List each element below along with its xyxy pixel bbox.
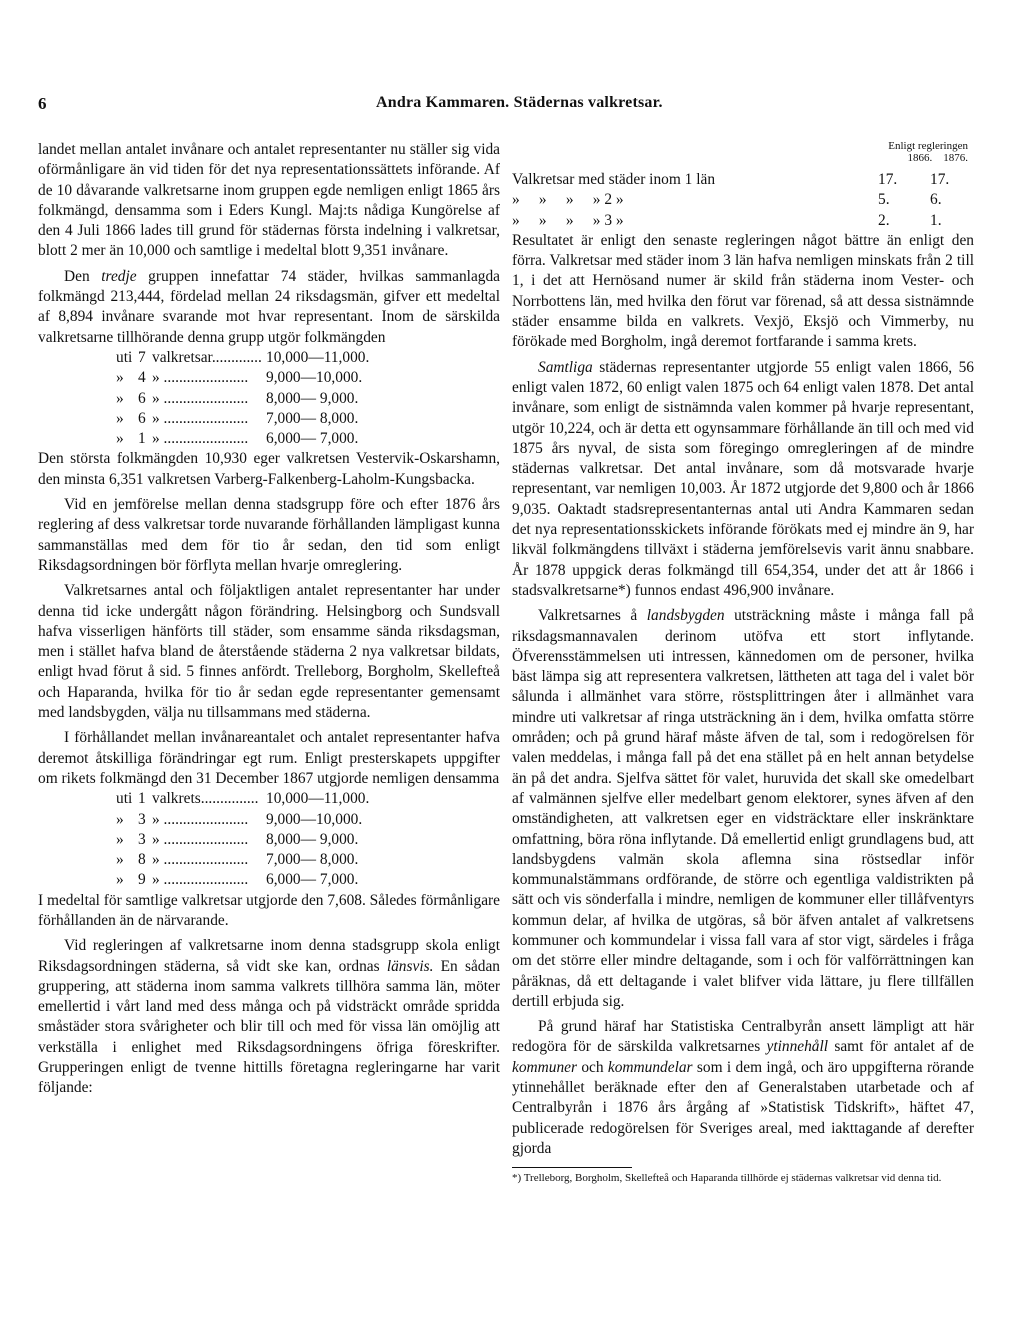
- footnote-rule: [512, 1167, 632, 1168]
- population-table-1867: [116, 789, 369, 890]
- table-row: » 3 » ...................... 8,000— 9,000.: [116, 830, 359, 848]
- comparison-header-years: 1866. 1876.: [907, 152, 968, 164]
- table-row: uti 7 valkretsar............. 10,000—11,000.: [116, 348, 370, 366]
- paragraph: landet mellan antalet invånare och antalet representanter nu ställer sig vida oförmånligare än vid tiden för det nya representationssättets införande. Af de 10 dåvarande valkretsarne inom gruppen egde nemligen enligt 1865 års folkmängd, densamma som i Eders Kungl. Maj:ts nådiga Kungörelse af den 4 Juli 1866 lades till grund för städernas första indelning i valkretsar, blott 2 mer än 10,000 och samtlige i medeltal blott 9,351 invånare.: [38, 141, 500, 260]
- paragraph: Vid regleringen af valkretsarne inom denna stadsgrupp skola enligt Riksdagsordningen städerna, så vidt ske kan, ordnas länsvis. En sådan gruppering, att städerna inom samma valkrets tillhöra samma län, möter emellertid i vårt land med dess många och på vidsträckt område spridda småstäder stora svårigheter och blir till och med för vissa län omöjlig att verkställa i enlighet med Riksdagsordningens öfriga föreskrifter. Grupperingen enligt de tvenne hittills företagna regleringarne har varit följande:: [38, 937, 500, 1097]
- table-row: » 1 » ...................... 6,000— 7,000.: [116, 430, 359, 448]
- table-row: » 9 » ...................... 6,000— 7,000.: [116, 871, 359, 889]
- table-row: » 6 » ...................... 7,000— 8,000.: [116, 409, 359, 427]
- paragraph: I förhållandet mellan invånareantalet och antalet representanter hafva deremot åtskilliga förändringar egt rum. Enligt presterskapets uppgifter om rikets folkmängd den 31 December 1867 utgjorde nemligen densamma: [38, 729, 500, 787]
- table-row: uti 1 valkrets............... 10,000—11,000.: [116, 790, 370, 808]
- comparison-header-title: Enligt regleringen: [888, 140, 968, 152]
- running-title: Andra Kammaren. Städernas valkretsar.: [376, 94, 663, 111]
- comparison-table: [512, 170, 974, 231]
- page-header: [38, 94, 978, 118]
- paragraph: I medeltal för samtlige valkretsar utgjorde den 7,608. Således förmånligare förhållanden än de närvarande.: [38, 891, 500, 929]
- page-number: 6: [38, 94, 47, 113]
- table-row: Valkretsar med städer inom 1 län 17. 17.: [512, 171, 950, 188]
- paragraph: Den tredje gruppen innefattar 74 städer, hvilkas sammanlagda folkmängd 213,444, fördelad mellan 24 riksdagsmän, gifver ett medeltal af 8,894 invånare svarande mot hvar representant. Inom de särskilda valkretsarne tillhörande denna grupp utgör folkmängden: [38, 267, 500, 346]
- paragraph: Vid en jemförelse mellan denna stadsgrupp före och efter 1876 års reglering af dess valkretsar torde nuvarande förhållanden lämpligast kunna sammanställas med dem för tio år sedan, den tid som enligt Riksdagsordningen bör förflyta mellan hvarje omreglering.: [38, 496, 500, 574]
- paragraph: Resultatet är enligt den senaste regleringen något bättre än enligt den förra. Valkretsar med städer inom 3 län hafva nemligen minskats från 2 till 1, i det att Hernösand numer är skild från städerna inom Vester- och Norrbottens län, med hvilka den förut var förenad, så att dessa sistnämnde städer ensamme bilda en valkrets. Vexjö, Eksjö och Vimmerby, nu förökade med Borgholm, ingå deremot fortfarande i samma krets.: [512, 231, 974, 351]
- paragraph: På grund häraf har Statistiska Centralbyrån ansett lämpligt att här redogöra för de särskilda valkretsarnes ytinnehåll samt för antalet af de kommuner och kommundelar som i dem ingå, och äro uppgifterna rörande ytinnehållet beräknade efter den af Generalstaben utarbetade och af Centralbyrån i 1876 års årgång af »Statistisk Tidskrift», häftet 47, publicerade redogörelsen för Sveriges areal, med iakttagande af derefter gjorda: [512, 1018, 974, 1157]
- paragraph: Den största folkmängden 10,930 eger valkretsen Vestervik-Oskarshamn, den minsta 6,351 valkretsen Varberg-Falkenberg-Laholm-Kungsbacka.: [38, 450, 500, 488]
- paragraph: Samtliga städernas representanter utgjorde 55 enligt valen 1866, 56 enligt valen 1872, 60 enligt valen 1875 och 64 enligt valen 1878. Det antal invånare, som enligt de sistnämnda valen kommer på hvarje representant, utgör 10,224, och är detta ett ogynsammare förhållande än till och med vid 1875 års nyval, de sista som föregingo omregleringen af de mindre städernas valkretsar. Det antal invånare, som då motsvarade hvarje representant, var nemligen 10,003. År 1872 utgjorde det 9,800 och år 1866 9,035. Oaktadt stadsrepresentanternas antal uti Andra Kammaren sedan det nya representationsskickets införande förökats med ej mindre än 9, har likväl folkmängdens tillväxt i städerna jemförelsevis varit ännu snabbare. År 1878 uppgick deras folkmängd till 654,354, under det att år 1866 i stadsvalkretsarne*) funnos endast 496,900 invånare.: [512, 358, 974, 599]
- table-row: » » » » 3 » 2. 1.: [512, 211, 942, 229]
- left-column: [38, 140, 500, 1099]
- table-row: » » » » 2 » 5. 6.: [512, 191, 942, 209]
- table-row: » 3 » ...................... 9,000—10,000.: [116, 810, 363, 828]
- table-row: » 4 » ...................... 9,000—10,000.: [116, 369, 363, 387]
- paragraph: Valkretsarnes å landsbygden utsträckning måste i många fall på riksdagsmannavalen derinom utöfva ett stort inflytande. Öfverensstämmelsen uti intressen, kännedomen om de personer, hvilka bäst lämpa sig att representera valkretsen, lättheten att taga del i valet bör sålunda i allmänhet vara större, röstsplittringen åter i allmänhet vara mindre uti valkretsar af ringa utsträckning än i dem, hvilka omfatta större områden; och på grund häraf måste äfven de tal, som i redogörelsen för valen meddelas, i många fall på det ena stället på en helt annan betydelse än på det andra. Sjelfva sättet för valet, huruvida det skall ske omedelbart af valmännen sjelfve eller medelbart genom elektorer, synes äfven af den omständigheten, att valkretsen eger en vidsträcktare eller inskränktare omfattning, böra röna inflytande. Då emellertid enligt grundlagens bud, att landsbygdens valmän skola aflemna sina röstsedlar inför kommunalstämmans ordförande, de större och egentliga valdistrikten på sätt och vis sönderfalla i mindre, nemligen de kommuner eller tillåfventyrs kommun delar, af hvilka de utgöras, så bör äfven antalet af valkretsens kommuner och kommundelar i vissa fall vara af stor vigt, särdeles i fråga om det större eller mindre deltagande, som i och för valförrättningen kan påräknas, då ett deltagande i valet blifver vida lättare, ju flere tillfällen dertill erbjuda sig.: [512, 607, 974, 1010]
- paragraph: Valkretsarnes antal och följaktligen antalet representanter har under denna tid icke undergått någon förändring. Helsingborg och Sundsvall hafva visserligen hänförts till städer, som ensamme sända riksdagsman, men i stället hafva bland de återstående städerna 2 nya valkretsar bildats, enligt hvad förut å sid. 5 finnes anfördt. Trelleborg, Borgholm, Skellefteå och Haparanda, hvilka för tio år sedan egde representanter gemensamt med landsbygden, välja nu tillsammans med städerna.: [38, 582, 500, 722]
- table-row: » 8 » ...................... 7,000— 8,000.: [116, 851, 359, 869]
- comparison-header: [512, 140, 974, 170]
- population-table-1876: [116, 348, 369, 449]
- footnote: *) Trelleborg, Borgholm, Skellefteå och Haparanda tillhörde ej städernas valkretsar vid denna tid.: [512, 1172, 942, 1185]
- table-row: » 6 » ...................... 8,000— 9,000.: [116, 389, 359, 407]
- right-column: [512, 140, 974, 1185]
